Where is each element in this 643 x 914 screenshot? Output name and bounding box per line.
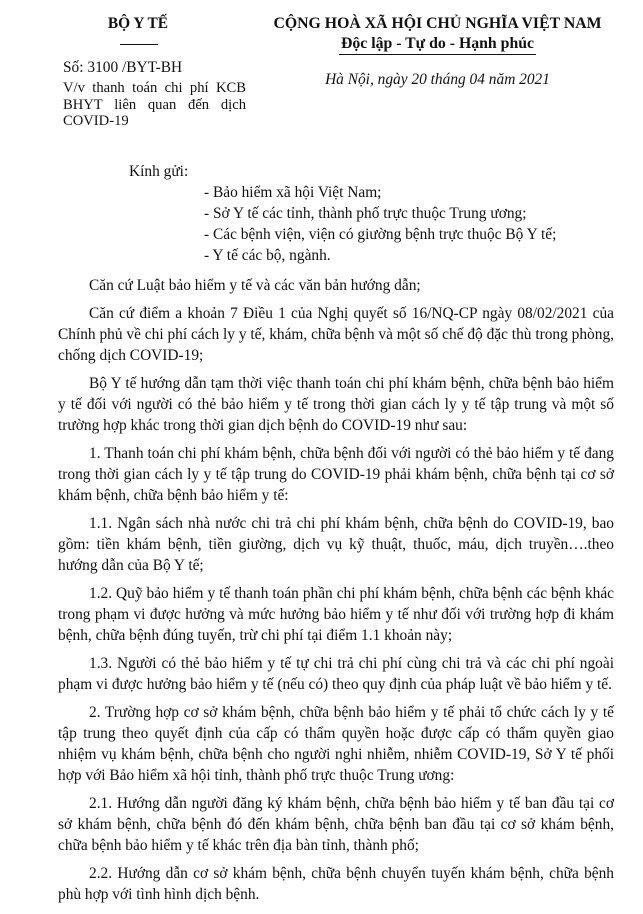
document-number: Số: 3100 /BYT-BH	[63, 59, 183, 76]
recipient-item: - Bảo hiểm xã hội Việt Nam;	[204, 184, 382, 201]
issuer-underline	[120, 44, 158, 45]
recipient-item: - Các bệnh viện, viện có giường bệnh trực thuộc Bộ Y tế;	[204, 226, 557, 243]
issuer-name: BỘ Y TẾ	[107, 15, 169, 32]
body-paragraph: Căn cứ Luật bảo hiểm y tế và các văn bản hướng dẫn;	[89, 277, 421, 294]
recipient-item: - Y tế các bộ, ngành.	[204, 247, 331, 264]
body-paragraph: 1.2. Quỹ bảo hiểm y tế thanh toán phần chi phí khám bệnh, chữa bệnh các bệnh khác trong phạm vi được hưởng và mức hưởng bảo hiểm y tế như đối với trường hợp đi khám bệnh, chữa bệnh đúng tuyến, trừ chi phí tại điểm 1.1 khoản này;	[58, 585, 614, 644]
body-paragraph: 1.3. Người có thẻ bảo hiểm y tế tự chi trả chi phí cùng chi trả và các chi phí ngoài phạm vi được hưởng bảo hiểm y tế (nếu có) theo quy định của pháp luật về bảo hiểm y tế.	[58, 655, 614, 693]
body-paragraph: 1.1. Ngân sách nhà nước chi trả chi phí khám bệnh, chữa bệnh do COVID-19, bao gồm: tiền khám bệnh, tiền giường, dịch vụ kỹ thuật, thuốc, máu, dịch truyền….theo hướng dẫn của Bộ Y tế;	[58, 515, 614, 574]
national-header	[260, 14, 615, 90]
body-paragraph: 1. Thanh toán chi phí khám bệnh, chữa bệnh đối với người có thẻ bảo hiểm y tế đang trong thời gian cách ly y tế tập trung do COVID-19 phải khám bệnh, chữa bệnh tại cơ sở khám bệnh, chữa bệnh bảo hiểm y tế:	[58, 445, 614, 504]
nation-title: CỘNG HOÀ XÃ HỘI CHỦ NGHĨA VIỆT NAM	[273, 15, 602, 32]
greeting-label: Kính gửi:	[129, 163, 189, 180]
body-paragraph: 2. Trường hợp cơ sở khám bệnh, chữa bệnh bảo hiểm y tế phải tổ chức cách ly y tế tập trung theo quyết định của cấp có thẩm quyền hoặc được cấp có thẩm quyền giao nhiệm vụ khám bệnh, chữa bệnh cho người nghi nhiễm, nhiễm COVID-19, Sở Y tế phối hợp với Bảo hiểm xã hội tỉnh, thành phố trực thuộc Trung ương:	[58, 704, 614, 784]
place-and-date: Hà Nội, ngày 20 tháng 04 năm 2021	[325, 71, 550, 88]
body-paragraph: Căn cứ điểm a khoản 7 Điều 1 của Nghị quyết số 16/NQ-CP ngày 08/02/2021 của Chính phủ về chi phí cách ly y tế, khám, chữa bệnh và một số chế độ đặc thù trong phòng, chống dịch COVID-19;	[58, 305, 614, 364]
body-paragraph: 2.2. Hướng dẫn cơ sở khám bệnh, chữa bệnh chuyển tuyến khám bệnh, chữa bệnh phù hợp với tình hình dịch bệnh.	[58, 865, 614, 903]
document-body	[58, 275, 614, 912]
recipient-item: - Sở Y tế các tỉnh, thành phố trực thuộc Trung ương;	[204, 205, 527, 222]
issuer-block	[50, 14, 260, 130]
body-paragraph: Bộ Y tế hướng dẫn tạm thời việc thanh toán chi phí khám bệnh, chữa bệnh bảo hiểm y tế đối với người có thẻ bảo hiểm y tế trong thời gian cách ly y tế tập trung và một số trường hợp khác trong thời gian dịch bệnh do COVID-19 như sau:	[58, 375, 614, 434]
recipient-list	[204, 182, 556, 266]
body-paragraph: 2.1. Hướng dẫn người đăng ký khám bệnh, chữa bệnh bảo hiểm y tế ban đầu tại cơ sở khám bệnh, chữa bệnh đó đến khám bệnh, chữa bệnh ban đầu tại cơ sở khám bệnh, chữa bệnh bảo hiểm y tế khác trên địa bàn tỉnh, thành phố;	[58, 795, 614, 854]
document-subject: V/v thanh toán chi phí KCB BHYT liên quan đến dịch COVID-19	[63, 80, 246, 129]
national-motto: Độc lập - Tự do - Hạnh phúc	[339, 34, 536, 55]
